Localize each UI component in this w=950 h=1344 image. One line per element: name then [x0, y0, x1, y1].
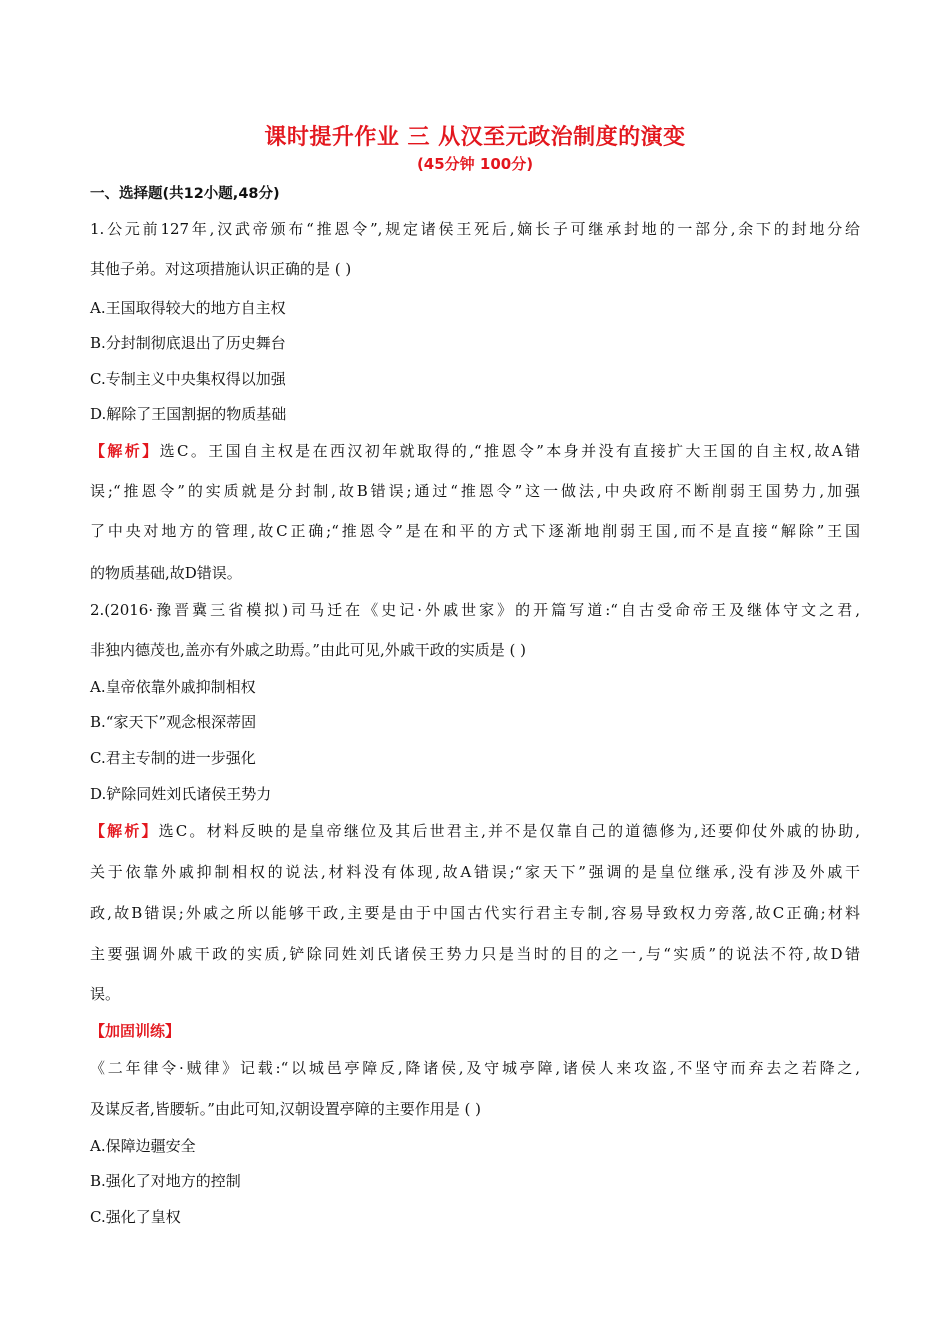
q2-explanation-line-3: 政,故B错误;外戚之所以能够干政,主要是由于中国古代实行君主专制,容易导致权力旁落,故C正确;材料: [90, 904, 860, 922]
q1-explanation-tag: 【解析】: [90, 442, 160, 460]
q2-explanation-line-4: 主要强调外戚干政的实质,铲除同姓刘氏诸侯王势力只是当时的目的之一,与“实质”的说法不符,故D错: [90, 945, 860, 963]
q2-explanation-text-1: 选C。材料反映的是皇帝继位及其后世君主,并不是仅靠自己的道德修为,还要仰仗外戚的协助,: [158, 822, 860, 840]
q2-option-d: D.铲除同姓刘氏诸侯王势力: [90, 785, 272, 803]
q1-explanation-line-4: 的物质基础,故D错误。: [90, 564, 242, 582]
q1-explanation-text-1: 选C。王国自主权是在西汉初年就取得的,“推恩令”本身并没有直接扩大王国的自主权,故A错: [159, 442, 860, 460]
q2-stem-line-2: 非独内德茂也,盖亦有外戚之助焉。”由此可见,外戚干政的实质是 ( ): [90, 641, 526, 659]
q1-explanation-line-1: [90, 441, 860, 461]
page-subtitle: (45分钟 100分): [416, 155, 534, 173]
q2-explanation-tag: 【解析】: [90, 822, 159, 840]
q2-stem-line-1: 2.(2016·豫晋冀三省模拟)司马迁在《史记·外戚世家》的开篇写道:“自古受命帝王及继体守文之君,: [90, 601, 860, 619]
q1-stem-line-2: 其他子弟。对这项措施认识正确的是 ( ): [90, 260, 352, 278]
q2-explanation-line-5: 误。: [90, 985, 121, 1003]
q1-stem-line-1: 1.公元前127年,汉武帝颁布“推恩令”,规定诸侯王死后,嫡长子可继承封地的一部分,余下的封地分给: [90, 220, 860, 238]
q1-option-b: B.分封制彻底退出了历史舞台: [90, 334, 286, 352]
drill-option-c: C.强化了皇权: [90, 1208, 181, 1226]
q2-explanation-line-1: [90, 821, 860, 841]
q2-option-a: A.皇帝依靠外戚抑制相权: [90, 678, 256, 696]
q1-explanation-line-3: 了中央对地方的管理,故C正确;“推恩令”是在和平的方式下逐渐地削弱王国,而不是直接“解除”王国: [90, 522, 860, 540]
drill-option-a: A.保障边疆安全: [90, 1137, 196, 1155]
drill-stem-line-1: 《二年律令·贼律》记载:“以城邑亭障反,降诸侯,及守城亭障,诸侯人来攻盗,不坚守而弃去之若降之,: [90, 1059, 860, 1077]
q1-option-c: C.专制主义中央集权得以加强: [90, 370, 286, 388]
q1-option-d: D.解除了王国割据的物质基础: [90, 405, 287, 423]
q1-option-a: A.王国取得较大的地方自主权: [90, 299, 286, 317]
q2-explanation-line-2: 关于依靠外戚抑制相权的说法,材料没有体现,故A错误;“家天下”强调的是皇位继承,没有涉及外戚干: [90, 863, 860, 881]
drill-option-b: B.强化了对地方的控制: [90, 1172, 241, 1190]
drill-stem-line-2: 及谋反者,皆腰斩。”由此可知,汉朝设置亭障的主要作用是 ( ): [90, 1100, 481, 1118]
q2-option-b: B.“家天下”观念根深蒂固: [90, 713, 257, 731]
q1-explanation-line-2: 误;“推恩令”的实质就是分封制,故B错误;通过“推恩令”这一做法,中央政府不断削弱王国势力,加强: [90, 482, 860, 500]
page-title: 课时提升作业 三 从汉至元政治制度的演变: [264, 125, 686, 150]
drill-tag: 【加固训练】: [90, 1022, 181, 1040]
q2-option-c: C.君主专制的进一步强化: [90, 749, 256, 767]
section-heading: 一、选择题(共12小题,48分): [90, 186, 280, 202]
